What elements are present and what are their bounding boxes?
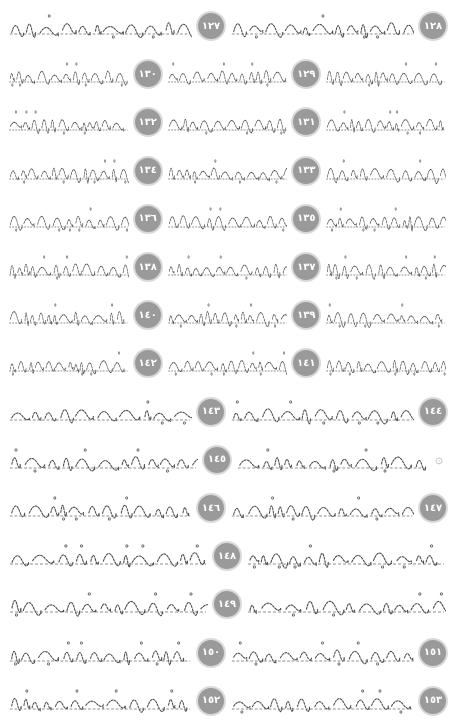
arabic-text-segment bbox=[230, 13, 414, 39]
arabic-text-segment bbox=[8, 158, 129, 184]
verse-number-badge: ١٤٢ bbox=[135, 350, 161, 376]
verse-number-badge: ١٤٨ bbox=[214, 543, 240, 569]
arabic-text-segment bbox=[230, 399, 414, 425]
arabic-text-segment bbox=[8, 109, 129, 135]
text-line bbox=[8, 295, 446, 335]
arabic-text-segment bbox=[246, 543, 446, 569]
verse-number-badge: ١٣٥ bbox=[293, 206, 319, 232]
verse-number-badge: ١٢٨ bbox=[420, 13, 446, 39]
arabic-text-segment bbox=[167, 109, 288, 135]
text-line bbox=[8, 199, 446, 239]
text-line bbox=[8, 392, 446, 432]
verse-number-badge: ١٤٤ bbox=[420, 399, 446, 425]
verse-number-badge: ١٤٣ bbox=[198, 399, 224, 425]
arabic-text-segment bbox=[230, 688, 414, 714]
verse-number-badge: ١٥٠ bbox=[198, 640, 224, 666]
arabic-text-segment bbox=[230, 495, 414, 521]
text-line bbox=[8, 247, 446, 287]
arabic-text-segment bbox=[167, 302, 288, 328]
verse-number-badge: ١٣٩ bbox=[293, 302, 319, 328]
verse-number-badge: ١٤٧ bbox=[420, 495, 446, 521]
verse-number-badge: ١٤١ bbox=[293, 350, 319, 376]
verse-number-badge: ١٤٩ bbox=[214, 591, 240, 617]
arabic-text-segment bbox=[8, 591, 208, 617]
verse-number-badge: ١٣٦ bbox=[135, 206, 161, 232]
arabic-text-segment bbox=[8, 495, 192, 521]
arabic-text-segment bbox=[8, 447, 198, 473]
text-line bbox=[8, 633, 446, 673]
text-line bbox=[8, 151, 446, 191]
arabic-text-segment bbox=[236, 447, 426, 473]
arabic-text-segment bbox=[246, 591, 446, 617]
arabic-text-segment bbox=[230, 640, 414, 666]
arabic-text-segment bbox=[8, 688, 192, 714]
arabic-text-segment bbox=[325, 254, 446, 280]
verse-number-badge: ١٤٥ bbox=[204, 447, 230, 473]
arabic-text-segment bbox=[8, 350, 129, 376]
verse-number-badge: ١٥٢ bbox=[198, 688, 224, 714]
verse-number-badge: ١٣١ bbox=[293, 109, 319, 135]
arabic-text-segment bbox=[325, 158, 446, 184]
arabic-text-segment bbox=[325, 61, 446, 87]
text-line bbox=[8, 6, 446, 46]
arabic-text-segment bbox=[325, 206, 446, 232]
verse-number-badge: ١٣٨ bbox=[135, 254, 161, 280]
text-line bbox=[8, 54, 446, 94]
verse-number-badge: ١٣٠ bbox=[135, 61, 161, 87]
text-line bbox=[8, 681, 446, 721]
text-line bbox=[8, 102, 446, 142]
arabic-text-segment bbox=[8, 13, 192, 39]
arabic-text-segment bbox=[167, 158, 288, 184]
arabic-text-segment bbox=[325, 302, 446, 328]
verse-number-badge: ١٣٣ bbox=[293, 158, 319, 184]
arabic-text-segment bbox=[167, 254, 288, 280]
arabic-text-segment bbox=[8, 302, 129, 328]
arabic-text-segment bbox=[325, 109, 446, 135]
arabic-text-segment bbox=[8, 640, 192, 666]
verse-number-badge: ١٥٣ bbox=[420, 688, 446, 714]
verse-number-badge: ١٣٧ bbox=[293, 254, 319, 280]
text-line bbox=[8, 343, 446, 383]
arabic-text-segment bbox=[8, 206, 129, 232]
verse-number-badge: ١٥١ bbox=[420, 640, 446, 666]
verse-number-badge: ١٢٧ bbox=[198, 13, 224, 39]
arabic-text-segment bbox=[167, 206, 288, 232]
text-line bbox=[8, 536, 446, 576]
verse-number-badge: ١٤٦ bbox=[198, 495, 224, 521]
arabic-text-segment bbox=[167, 61, 288, 87]
text-line bbox=[8, 440, 446, 480]
verse-number-badge: ١٣٢ bbox=[135, 109, 161, 135]
arabic-text-segment bbox=[8, 254, 129, 280]
rub-el-hizb-icon: ۞ bbox=[435, 451, 443, 467]
arabic-text-segment bbox=[325, 350, 446, 376]
verse-number-badge: ١٤٠ bbox=[135, 302, 161, 328]
arabic-text-segment bbox=[8, 399, 192, 425]
arabic-text-segment bbox=[8, 61, 129, 87]
text-line bbox=[8, 488, 446, 528]
text-line bbox=[8, 584, 446, 624]
verse-number-badge: ١٣٤ bbox=[135, 158, 161, 184]
verse-number-badge: ١٢٩ bbox=[293, 61, 319, 87]
arabic-text-segment bbox=[8, 543, 208, 569]
arabic-text-segment bbox=[167, 350, 288, 376]
